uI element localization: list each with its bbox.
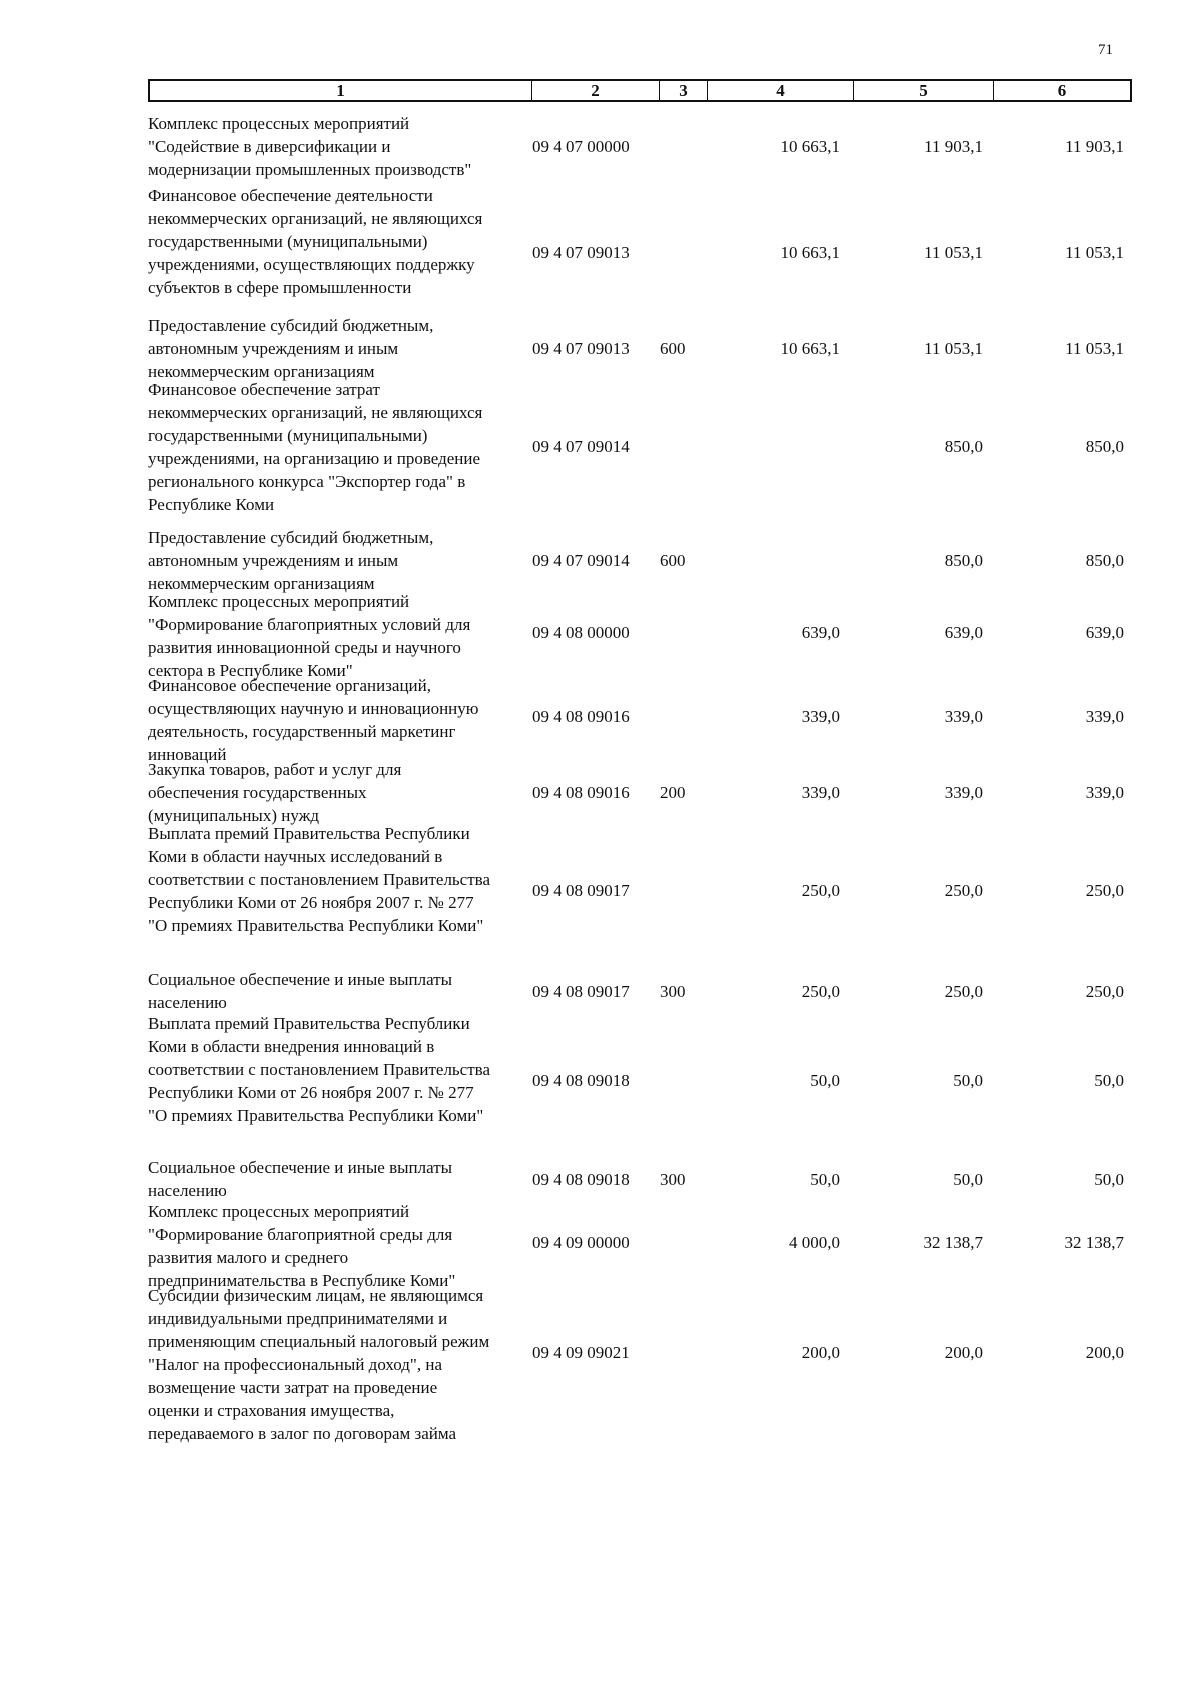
amount-col-6: 32 138,7: [1064, 1233, 1124, 1252]
header-col-2: 2: [532, 81, 660, 100]
amount-col-6: 850,0: [1085, 437, 1124, 456]
description-line: Финансовое обеспечение организаций,: [148, 676, 431, 695]
target-code: 09 4 08 00000: [532, 623, 630, 642]
row-description: [148, 674, 538, 766]
description-line: обеспечения государственных: [148, 783, 367, 802]
description-line: Коми в области научных исследований в: [148, 847, 443, 866]
amount-col-5: 200,0: [944, 1343, 983, 1362]
description-line: "Формирование благоприятной среды для: [148, 1225, 453, 1244]
row-description: [148, 968, 538, 1014]
header-col-5: 5: [854, 81, 994, 100]
target-code: 09 4 08 09017: [532, 982, 630, 1001]
table-header: [148, 79, 1132, 102]
amount-col-5: 250,0: [944, 881, 983, 900]
description-line: Выплата премий Правительства Республики: [148, 1014, 470, 1033]
amount-col-6: 339,0: [1085, 783, 1124, 802]
description-line: "Формирование благоприятных условий для: [148, 615, 471, 634]
description-line: Социальное обеспечение и иные выплаты: [148, 1158, 453, 1177]
description-line: государственными (муниципальными): [148, 426, 428, 445]
amount-col-5: 850,0: [944, 551, 983, 570]
description-line: Выплата премий Правительства Республики: [148, 824, 470, 843]
header-col-1: 1: [150, 81, 532, 100]
amount-col-5: 250,0: [944, 982, 983, 1001]
description-line: возмещение части затрат на проведение: [148, 1378, 438, 1397]
description-line: "О премиях Правительства Республики Коми": [148, 916, 484, 935]
target-code: 09 4 09 00000: [532, 1233, 630, 1252]
row-description: [148, 314, 538, 383]
amount-col-6: 11 053,1: [1065, 243, 1124, 262]
description-line: применяющим специальный налоговый режим: [148, 1332, 490, 1351]
description-line: Комплекс процессных мероприятий: [148, 592, 410, 611]
row-description: [148, 822, 538, 937]
amount-col-5: 639,0: [944, 623, 983, 642]
amount-col-5: 32 138,7: [923, 1233, 983, 1252]
amount-col-4: 250,0: [801, 982, 840, 1001]
description-line: Коми в области внедрения инноваций в: [148, 1037, 435, 1056]
description-line: населению: [148, 1181, 227, 1200]
description-line: некоммерческих организаций, не являющихся: [148, 209, 483, 228]
description-line: Финансовое обеспечение затрат: [148, 380, 380, 399]
description-line: населению: [148, 993, 227, 1012]
description-line: субъектов в сфере промышленности: [148, 278, 412, 297]
target-code: 09 4 08 09018: [532, 1071, 630, 1090]
page-number: 71: [1098, 42, 1113, 58]
amount-col-5: 50,0: [953, 1170, 983, 1189]
description-line: Предоставление субсидий бюджетным,: [148, 316, 434, 335]
amount-col-6: 250,0: [1085, 982, 1124, 1001]
row-description: [148, 526, 538, 595]
description-line: индивидуальными предпринимателями и: [148, 1309, 448, 1328]
header-col-3: 3: [660, 81, 708, 100]
description-line: передаваемого в залог по договорам займа: [148, 1424, 457, 1443]
row-description: [148, 1284, 538, 1445]
row-description: [148, 378, 538, 516]
amount-col-6: 11 903,1: [1065, 137, 1124, 156]
amount-col-6: 850,0: [1085, 551, 1124, 570]
amount-col-6: 200,0: [1085, 1343, 1124, 1362]
amount-col-4: 10 663,1: [780, 137, 840, 156]
description-line: оценки и страхования имущества,: [148, 1401, 395, 1420]
row-description: [148, 184, 538, 299]
description-line: Социальное обеспечение и иные выплаты: [148, 970, 453, 989]
description-line: автономным учреждениям и иным: [148, 551, 399, 570]
amount-col-6: 50,0: [1094, 1071, 1124, 1090]
description-line: Республики Коми от 26 ноября 2007 г. № 277: [148, 893, 474, 912]
amount-col-6: 339,0: [1085, 707, 1124, 726]
description-line: развития инновационной среды и научного: [148, 638, 461, 657]
description-line: учреждениями, на организацию и проведение: [148, 449, 481, 468]
row-description: [148, 1012, 538, 1127]
description-line: соответствии с постановлением Правительства: [148, 870, 491, 889]
header-col-4: 4: [708, 81, 854, 100]
description-line: Финансовое обеспечение деятельности: [148, 186, 433, 205]
amount-col-4: 50,0: [810, 1170, 840, 1189]
description-line: автономным учреждениям и иным: [148, 339, 399, 358]
description-line: (муниципальных) нужд: [148, 806, 320, 825]
description-line: соответствии с постановлением Правительства: [148, 1060, 491, 1079]
description-line: Комплекс процессных мероприятий: [148, 1202, 410, 1221]
description-line: Закупка товаров, работ и услуг для: [148, 760, 402, 779]
description-line: сектора в Республике Коми": [148, 661, 353, 680]
expense-type: 200: [660, 783, 686, 802]
amount-col-4: 250,0: [801, 881, 840, 900]
amount-col-5: 50,0: [953, 1071, 983, 1090]
target-code: 09 4 07 09014: [532, 551, 630, 570]
description-line: деятельность, государственный маркетинг: [148, 722, 456, 741]
target-code: 09 4 07 09013: [532, 243, 630, 262]
amount-col-4: 4 000,0: [789, 1233, 840, 1252]
description-line: Республике Коми: [148, 495, 275, 514]
row-description: [148, 590, 538, 682]
description-line: осуществляющих научную и инновационную: [148, 699, 479, 718]
amount-col-5: 11 903,1: [924, 137, 983, 156]
amount-col-4: 50,0: [810, 1071, 840, 1090]
description-line: Комплекс процессных мероприятий: [148, 114, 410, 133]
amount-col-6: 50,0: [1094, 1170, 1124, 1189]
description-line: некоммерческим организациям: [148, 574, 375, 593]
row-description: [148, 1200, 538, 1292]
description-line: Субсидии физическим лицам, не являющимся: [148, 1286, 484, 1305]
description-line: некоммерческих организаций, не являющихся: [148, 403, 483, 422]
description-line: "Налог на профессиональный доход", на: [148, 1355, 442, 1374]
target-code: 09 4 08 09016: [532, 707, 630, 726]
amount-col-6: 639,0: [1085, 623, 1124, 642]
amount-col-6: 250,0: [1085, 881, 1124, 900]
amount-col-4: 10 663,1: [780, 339, 840, 358]
target-code: 09 4 07 09014: [532, 437, 630, 456]
amount-col-5: 11 053,1: [924, 339, 983, 358]
row-description: [148, 1156, 538, 1202]
amount-col-6: 11 053,1: [1065, 339, 1124, 358]
description-line: модернизации промышленных производств": [148, 160, 472, 179]
amount-col-5: 11 053,1: [924, 243, 983, 262]
amount-col-5: 850,0: [944, 437, 983, 456]
description-line: "О премиях Правительства Республики Коми": [148, 1106, 484, 1125]
expense-type: 600: [660, 551, 686, 570]
description-line: учреждениями, осуществляющих поддержку: [148, 255, 475, 274]
header-col-6: 6: [1057, 80, 1067, 100]
amount-col-5: 339,0: [944, 707, 983, 726]
amount-col-4: 200,0: [801, 1343, 840, 1362]
expense-type: 300: [660, 1170, 686, 1189]
amount-col-4: 10 663,1: [780, 243, 840, 262]
target-code: 09 4 09 09021: [532, 1343, 630, 1362]
target-code: 09 4 08 09018: [532, 1170, 630, 1189]
amount-col-4: 639,0: [801, 623, 840, 642]
expense-type: 300: [660, 982, 686, 1001]
description-line: "Содействие в диверсификации и: [148, 137, 391, 156]
description-line: предпринимательства в Республике Коми": [148, 1271, 456, 1290]
description-line: Республики Коми от 26 ноября 2007 г. № 277: [148, 1083, 474, 1102]
description-line: государственными (муниципальными): [148, 232, 428, 251]
amount-col-4: 339,0: [801, 783, 840, 802]
description-line: инноваций: [148, 745, 227, 764]
expense-type: 600: [660, 339, 686, 358]
target-code: 09 4 08 09017: [532, 881, 630, 900]
target-code: 09 4 08 09016: [532, 783, 630, 802]
amount-col-4: 339,0: [801, 707, 840, 726]
description-line: некоммерческим организациям: [148, 362, 375, 381]
description-line: регионального конкурса "Экспортер года" в: [148, 472, 466, 491]
row-description: [148, 758, 538, 827]
description-line: Предоставление субсидий бюджетным,: [148, 528, 434, 547]
amount-col-5: 339,0: [944, 783, 983, 802]
target-code: 09 4 07 09013: [532, 339, 630, 358]
description-line: развития малого и среднего: [148, 1248, 349, 1267]
row-description: [148, 112, 538, 181]
target-code: 09 4 07 00000: [532, 137, 630, 156]
